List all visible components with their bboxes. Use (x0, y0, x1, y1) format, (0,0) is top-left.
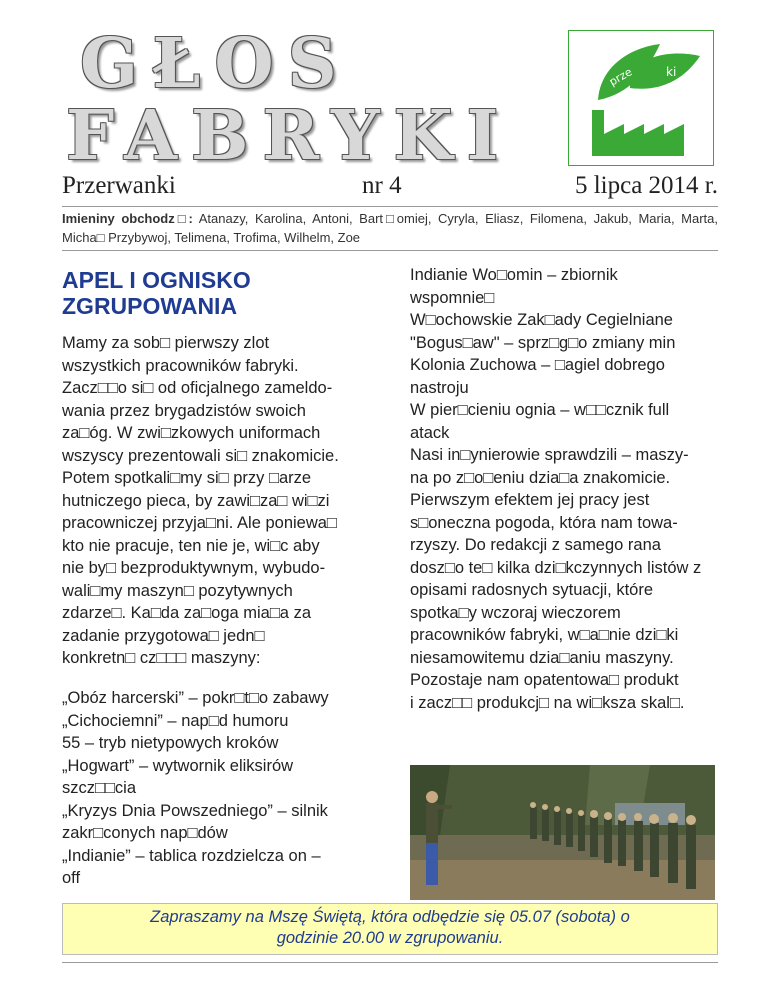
body-line: zdarze□. Ka□da za□oga mia□a za (62, 604, 311, 622)
machine-parts-list-left (62, 687, 374, 890)
body-line: za□óg. W zwi□zkowych uniformach (62, 424, 321, 442)
headline-line1: APEL I OGNISKO (62, 267, 251, 293)
body-line: Mamy za sob□ pierwszy zlot (62, 334, 270, 352)
list-item: zakr□conych nap□dów (62, 824, 228, 842)
location-label: Przerwanki (62, 172, 176, 199)
namedays-label: Imieniny obchodz□: (62, 211, 193, 226)
body-line: wania przez brygadzistów swoich (62, 401, 306, 420)
namedays-names: Atanazy, Karolina, Antoni, Bart□omiej, Cyryla, Eliasz, Filomena, Jakub, Maria, Marta, Micha□ Przybywoj, Telimena, Trofima, Wilhelm, Zoe (62, 211, 719, 245)
list-item: spotka□y wczoraj wieczorem (410, 603, 621, 622)
bottom-divider (62, 962, 718, 963)
list-item: opisami radosnych sytuacji, które (410, 581, 654, 599)
headline-line2: ZGRUPOWANIA (62, 293, 238, 319)
list-item: Indianie Wo□omin – zbiornik (410, 266, 618, 284)
list-item: Pierwszym efektem jej pracy jest (410, 491, 650, 509)
list-item: na po z□o□eniu dzia□a znakomicie. (410, 468, 671, 487)
list-item: atack (410, 423, 450, 442)
issue-date: 5 lipca 2014 r. (574, 172, 718, 199)
list-item: „Hogwart” – wytwornik eliksirów (62, 756, 294, 775)
list-item: s□oneczna pogoda, która nam towa- (410, 513, 678, 532)
body-line: wszystkich pracowników fabryki. (62, 356, 299, 375)
list-item: "Bogus□aw" – sprz□g□o zmiany min (410, 333, 676, 352)
list-item: „Indianie” – tablica rozdzielcza on – (62, 846, 321, 865)
issue-number: nr 4 (362, 172, 402, 199)
body-line: wszyscy prezentowali si□ znakomicie. (62, 446, 339, 465)
logo-word-3: ki (666, 65, 677, 79)
list-item: niesamowitemu dzia□aniu maszyny. (410, 648, 674, 667)
machine-parts-list-right (410, 264, 715, 714)
list-item: „Cichociemni” – nap□d humoru (62, 711, 289, 730)
list-item: W pier□cieniu ognia – w□□cznik full (410, 401, 670, 419)
list-item: 55 – tryb nietypowych kroków (62, 734, 279, 752)
body-line: wali□my maszyn□ pozytywnych (62, 581, 293, 600)
newspaper-title-line1: GŁOS (80, 24, 351, 104)
body-line: hutniczego pieca, by zawi□za□ wi□zi (62, 491, 330, 510)
section-divider (62, 250, 718, 251)
list-item: W□ochowskie Zak□ady Cegielniane (410, 311, 673, 329)
list-item: „Obóz harcerski” – pokr□t□o zabawy (62, 689, 329, 707)
article-headline (62, 267, 362, 319)
list-item: Kolonia Zuchowa – □agiel dobrego (410, 356, 665, 374)
list-item: off (62, 869, 81, 887)
list-item: wspomnie□ (410, 288, 495, 307)
list-item: rzyszy. Do redakcji z samego rana (410, 536, 661, 554)
body-line: zadanie przygotowa□ jedn□ (62, 626, 265, 645)
namedays-line (62, 209, 718, 247)
article-body (62, 332, 374, 670)
mass-invitation-box (62, 903, 718, 955)
body-line: Zacz□□o si□ od oficjalnego zameldo- (62, 379, 333, 397)
list-item: dosz□o te□ kilka dzi□kczynnych listów z (410, 558, 702, 577)
body-line: konkretn□ cz□□□ maszyny: (62, 649, 261, 667)
list-item: Nasi in□ynierowie sprawdzili – maszy- (410, 446, 689, 464)
body-line: pracowniczej przyja□ni. Ale poniewa□ (62, 514, 337, 532)
body-line: nie by□ bezproduktywnym, wybudo- (62, 559, 326, 577)
list-item: Pozostaje nam opatentowa□ produkt (410, 671, 679, 689)
invitation-line1: Zapraszamy na Mszę Świętą, która odbędzie się 05.07 (sobota) o (150, 908, 630, 926)
list-item: „Kryzys Dnia Powszedniego” – silnik (62, 801, 328, 820)
scouts-assembly-photo (410, 765, 715, 900)
newspaper-title-line2: FABRYKI (66, 96, 513, 176)
invitation-line2: godzinie 20.00 w zgrupowaniu. (276, 929, 504, 947)
list-item: szcz□□cia (62, 779, 137, 797)
list-item: i zacz□□ produkcj□ na wi□ksza skal□. (410, 693, 685, 712)
body-line: kto nie pracuje, ten nie je, wi□c aby (62, 536, 320, 555)
logo-word-2: wan (620, 102, 641, 113)
list-item: pracowników fabryki, w□a□nie dzi□ki (410, 626, 679, 644)
list-item: nastroju (410, 378, 469, 397)
masthead-info-row (62, 170, 718, 207)
factory-logo (568, 30, 714, 166)
mass-invitation-text (63, 907, 717, 949)
logo-word-1: prze (607, 65, 635, 89)
body-line: Potem spotkali□my si□ przy □arze (62, 469, 312, 487)
